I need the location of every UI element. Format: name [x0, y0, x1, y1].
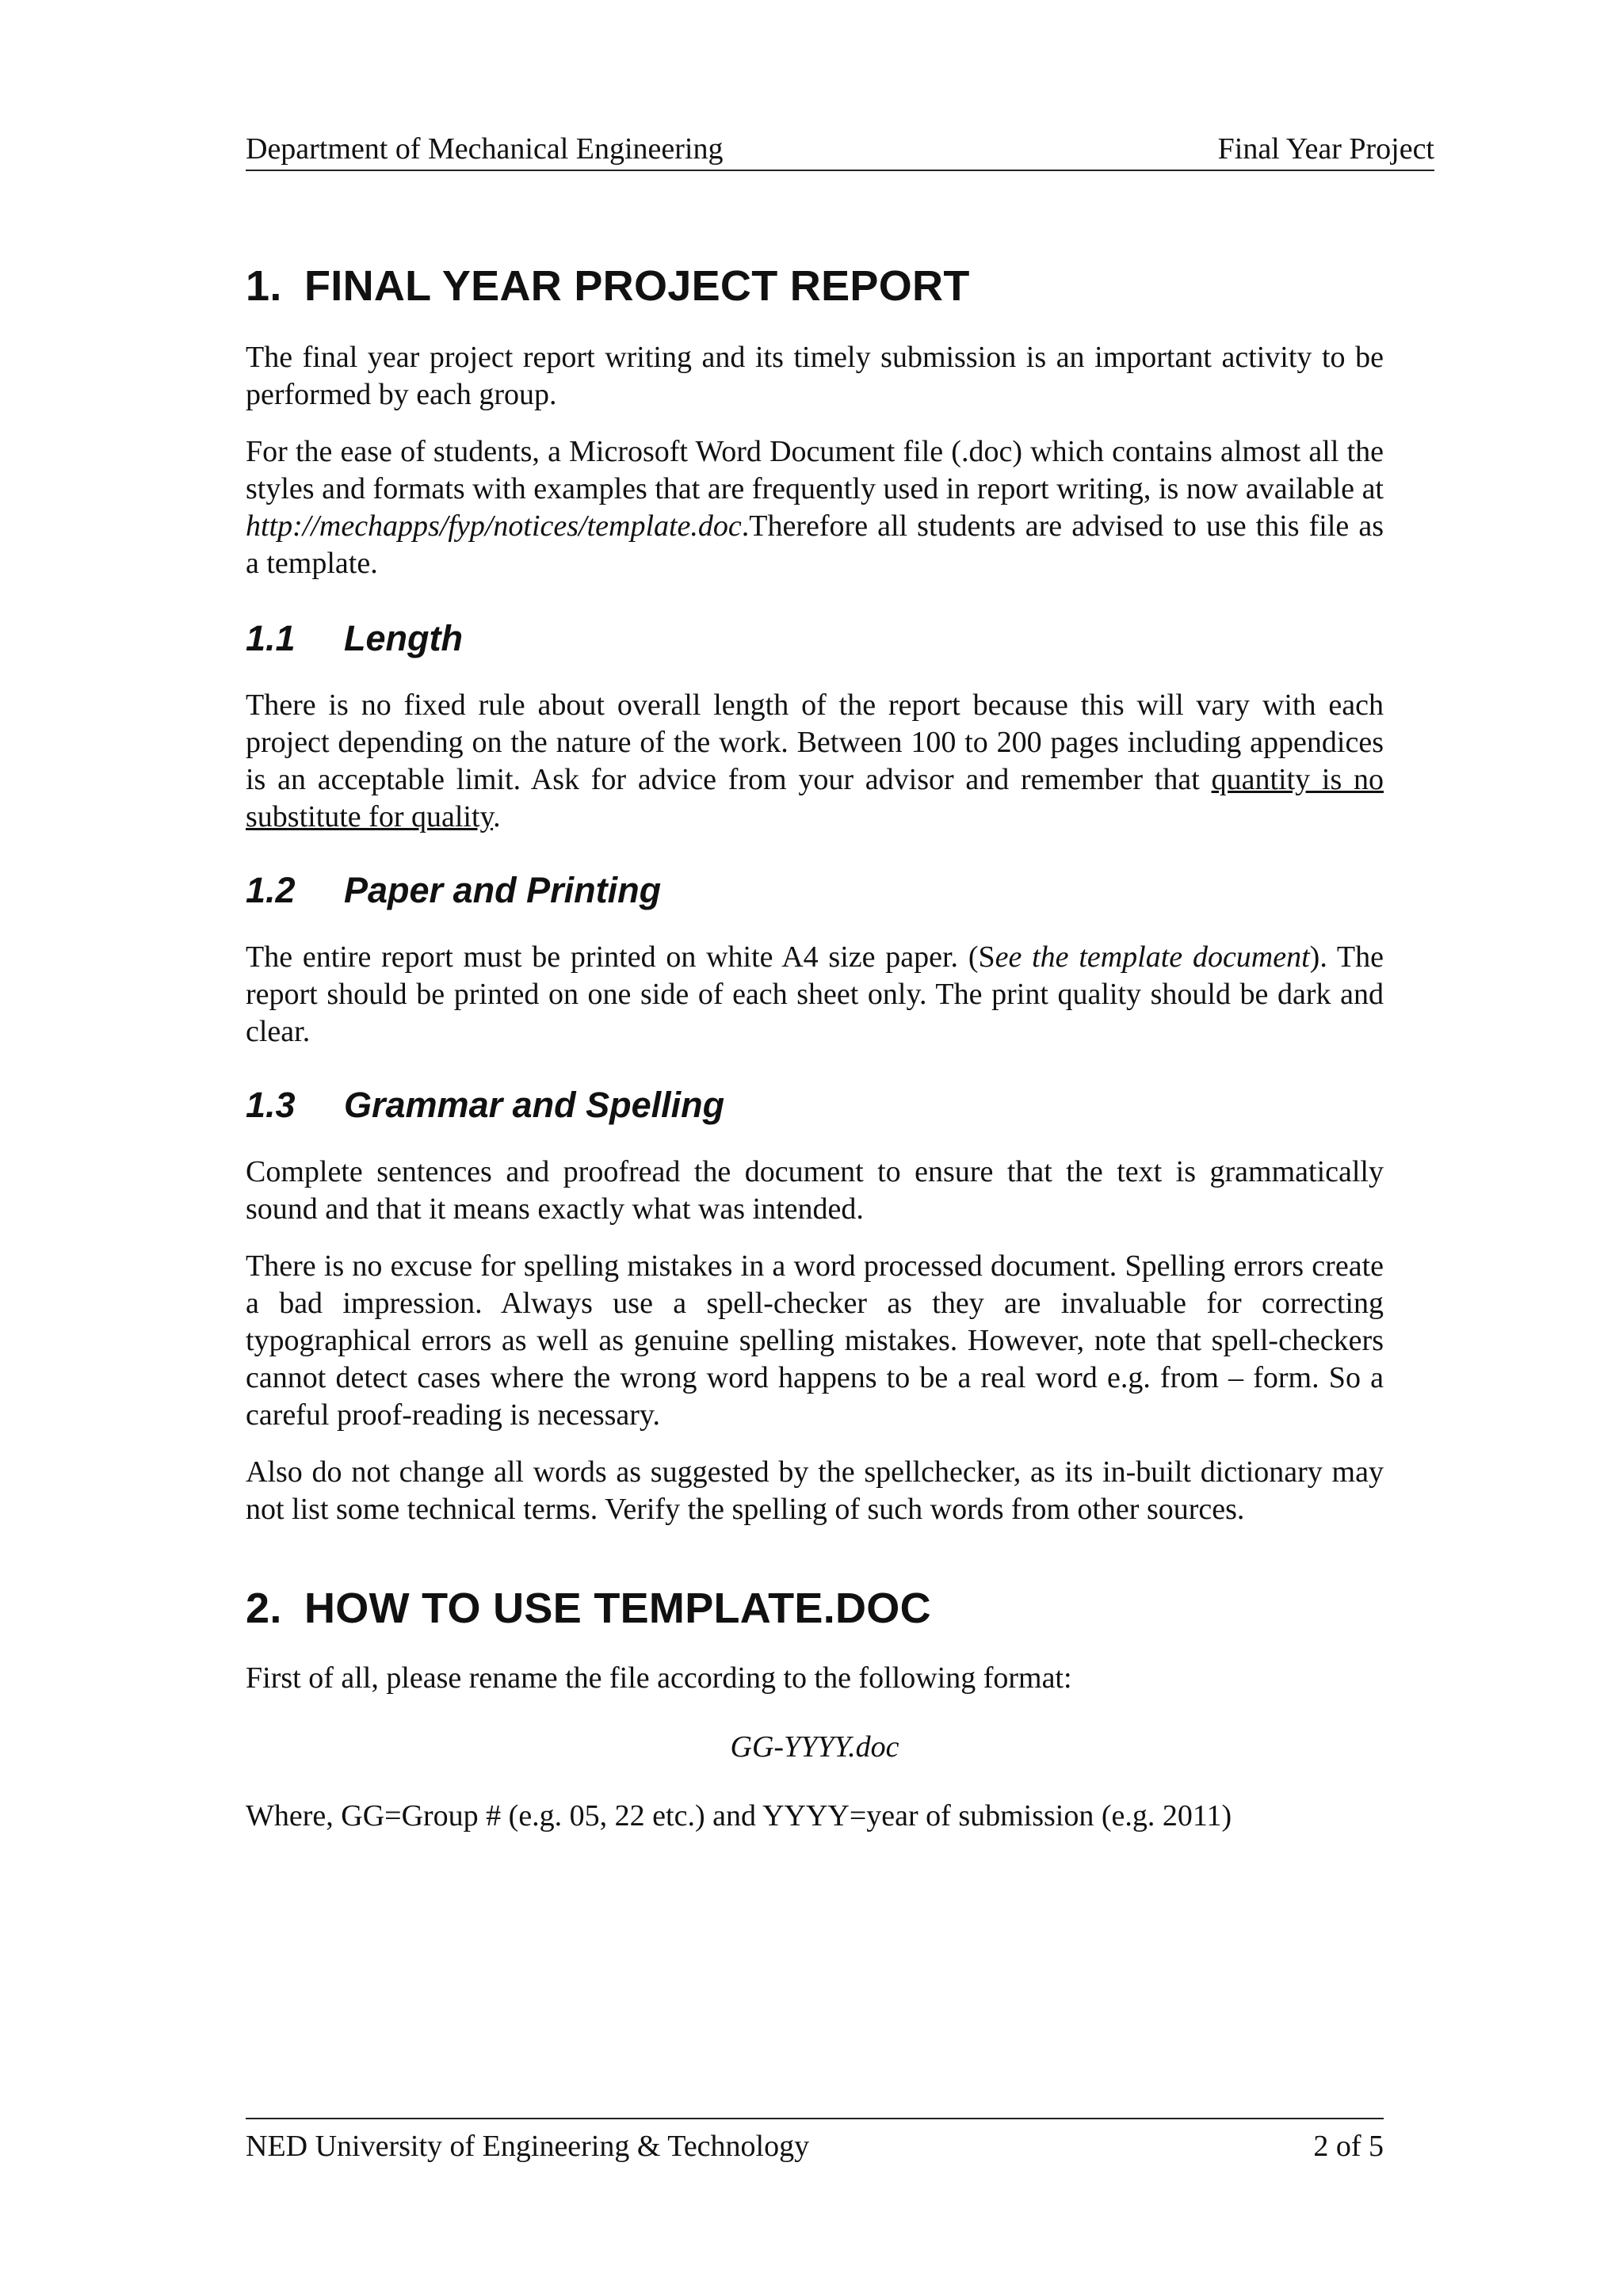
section-2-number: 2. [246, 1585, 282, 1632]
section-1-2-text-a: The entire report must be printed on white A4 size paper. (S [246, 940, 995, 974]
section-1-1-underlined-text: quantity is no substitute for quality [246, 763, 1384, 833]
section-1-2-italic-text: ee the template document [995, 940, 1310, 974]
section-1-heading [246, 261, 1384, 311]
file-name-format-text: GG-YYYY.doc [730, 1730, 899, 1764]
section-1-1-title: Length [344, 618, 463, 658]
footer-page-number: 2 of 5 [1313, 2130, 1384, 2163]
header-project: Final Year Project [1217, 132, 1434, 166]
page-footer [246, 2118, 1384, 2167]
section-1-3-number: 1.3 [246, 1085, 296, 1125]
section-2-title: HOW TO USE TEMPLATE.DOC [304, 1585, 931, 1632]
section-1-1-text-a: There is no fixed rule about overall length of the report because this will vary with each project depending on the nature of the work. Between 100 to 200 pages including appendices is an acceptable limit. Ask for advice from your advisor and remember that [246, 688, 1384, 796]
section-1-1-number: 1.1 [246, 618, 296, 658]
section-1-3-title: Grammar and Spelling [344, 1085, 725, 1125]
section-1-2-heading [246, 870, 1384, 911]
section-1-1-text-b: . [493, 800, 501, 833]
section-1-paragraph-1: The final year project report writing and its timely submission is an important activity to be performed by each group. [246, 341, 1384, 411]
section-1-3-paragraph-3: Also do not change all words as suggested by the spellchecker, as its in-built dictionary may not list some technical terms. Verify the spelling of such words from other sources. [246, 1455, 1384, 1526]
section-1-1-heading [246, 618, 1384, 659]
file-name-format [246, 1729, 1384, 1766]
section-1-number: 1. [246, 262, 282, 310]
header-department: Department of Mechanical Engineering [246, 132, 724, 166]
page-content [246, 261, 1384, 1835]
section-1-2-text-b: ). The report should be printed on one side of each sheet only. The print quality should be dark and clear. [246, 940, 1384, 1048]
section-2-paragraph-2: Where, GG=Group # (e.g. 05, 22 etc.) and YYYY=year of submission (e.g. 2011) [246, 1799, 1232, 1833]
section-2-paragraph-1: First of all, please rename the file according to the following format: [246, 1661, 1072, 1695]
section-1-1-paragraph [246, 687, 1384, 836]
section-1-2-number: 1.2 [246, 870, 296, 910]
section-1-paragraph-2 [246, 433, 1384, 582]
section-1-3-paragraph-2: There is no excuse for spelling mistakes in a word processed document. Spelling errors create a bad impression. Always use a spell-checker as they are invaluable for correcting typographical errors as well as genuine spelling mistakes. However, note that spell-checkers cannot detect cases where the wrong word happens to be a real word e.g. from – form. So a careful proof-reading is necessary. [246, 1249, 1384, 1432]
section-1-2-title: Paper and Printing [344, 870, 662, 910]
section-2-heading [246, 1584, 1384, 1633]
page-header [246, 128, 1434, 171]
section-1-paragraph-2-text-b: .Therefore all students are advised to use this file as a template. [246, 509, 1384, 580]
section-1-2-paragraph [246, 939, 1384, 1051]
template-link: http://mechapps/fyp/notices/template.doc [246, 509, 742, 543]
section-1-title: FINAL YEAR PROJECT REPORT [304, 262, 970, 310]
section-1-3-paragraph-1: Complete sentences and proofread the document to ensure that the text is grammatically sound and that it means exactly what was intended. [246, 1155, 1384, 1226]
footer-university: NED University of Engineering & Technology [246, 2130, 810, 2163]
section-1-paragraph-2-text-a: For the ease of students, a Microsoft Word Document file (.doc) which contains almost all the styles and formats with examples that are frequently used in report writing, is now available at [246, 435, 1384, 505]
section-1-3-heading [246, 1085, 1384, 1126]
